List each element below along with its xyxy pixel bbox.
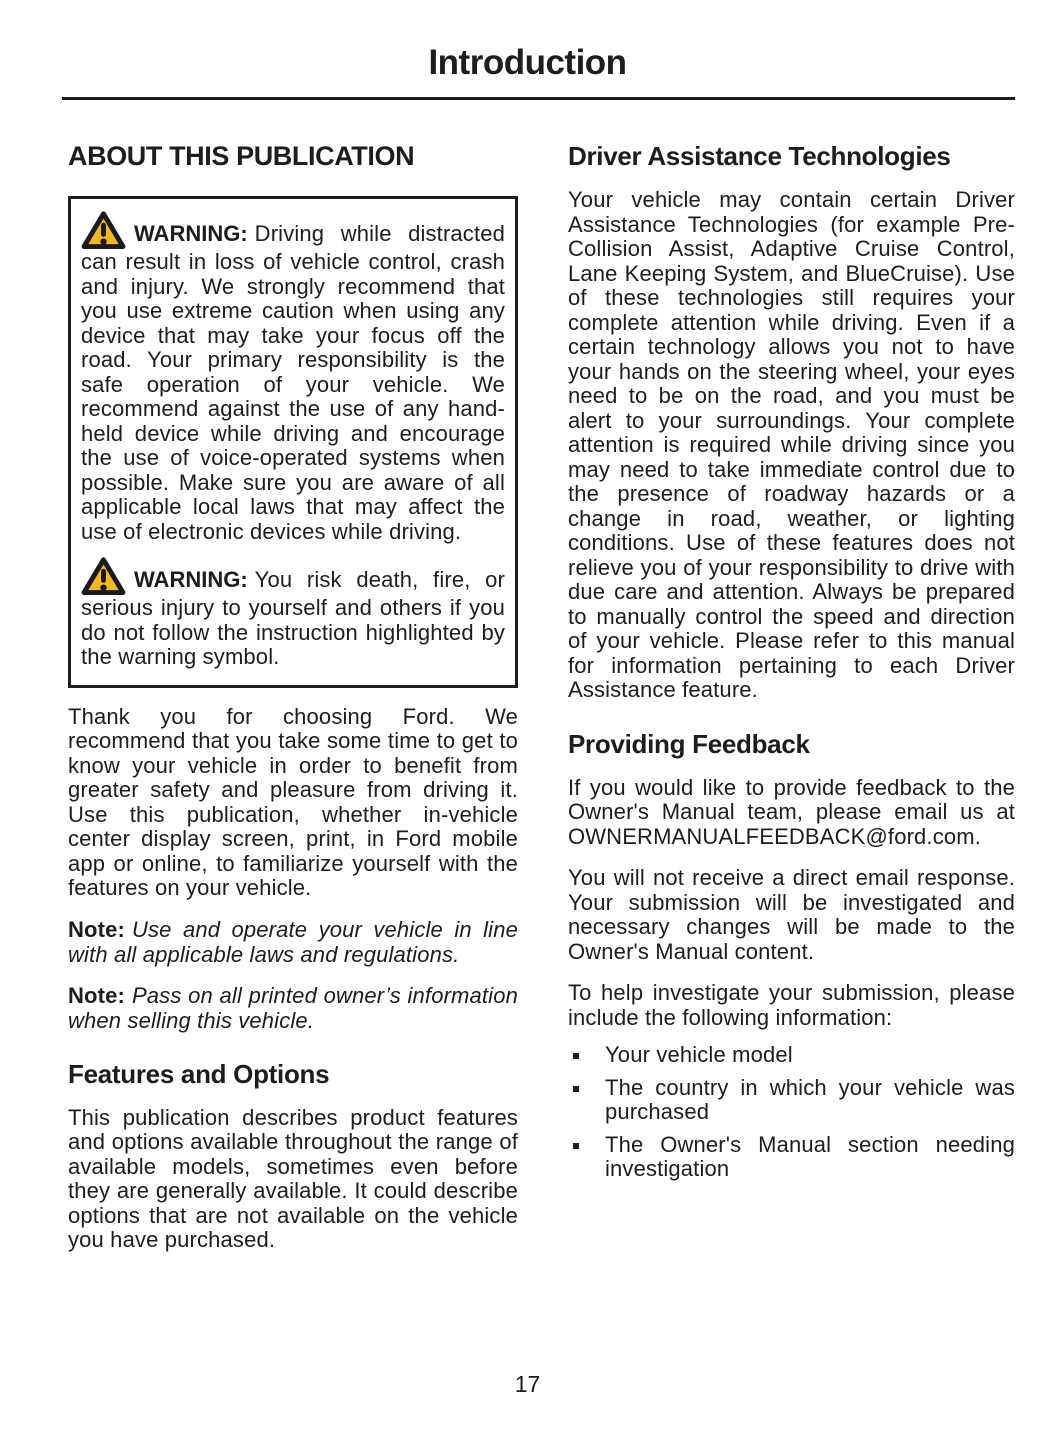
note-text: Pass on all printed owner’s information when selling this vehicle. (68, 982, 518, 1033)
note-label: Note: (68, 982, 125, 1008)
note-paragraph (68, 983, 518, 1033)
warning-text: You risk death, fire, or serious injury to yourself and others if you do not follow the instruction highlighted by the warning symbol. (81, 567, 505, 669)
header-divider (62, 97, 1015, 100)
warning-paragraph (81, 211, 505, 544)
bullet-icon (573, 1143, 579, 1149)
warning-box (68, 196, 518, 688)
bullet-icon (573, 1053, 579, 1059)
note-text: Use and operate your vehicle in line with all applicable laws and regulations. (68, 916, 518, 967)
list-item-text: The country in which your vehicle was purchased (605, 1074, 1015, 1124)
left-column (68, 140, 518, 1253)
list-item (568, 1043, 1015, 1068)
page-title: Introduction (428, 43, 627, 82)
intro-paragraph: Thank you for choosing Ford. We recommend that you take some time to get to know your vehicle in order to benefit from greater safety and pleasure from driving it. Use this publication, whether in-vehicle center display screen, print, in Ford mobile app or online, to familiarize yourself with the features on your vehicle. (68, 703, 518, 900)
right-column (568, 140, 1015, 1253)
providing-feedback-heading: Providing Feedback (568, 728, 810, 759)
warning-text: Driving while distracted can result in loss of vehicle control, crash and injury. We strongly recommend that you use extreme caution when using any device that may take your focus off the road. Your primary responsibility is the safe operation of your vehicle. We recommend against the use of any hand-held device while driving and encourage the use of voice-operated systems when possible. Make sure you are aware of all applicable local laws that may affect the use of electronic devices while driving. (81, 221, 505, 544)
feedback-info-list (568, 1043, 1015, 1182)
feedback-paragraph: You will not receive a direct email response. Your submission will be investigated and necessary changes will be made to the Owner's Manual content. (568, 865, 1015, 964)
content-columns (0, 140, 1055, 1253)
driver-assistance-paragraph: Your vehicle may contain certain Driver Assistance Technologies (for example Pre-Collision Assist, Adaptive Cruise Control, Lane Keeping System, and BlueCruise). Use of these technologies still requires your complete attention while driving. Even if a certain technology allows you not to have your hands on the steering wheel, your eyes need to be on the road, and you must be alert to your surroundings. Your complete attention is required while driving since you may need to take immediate control due to the presence of roadway hazards or a change in road, weather, or lighting conditions. Use of these features does not relieve you of your responsibility to drive with due care and attention. Always be prepared to manually control the speed and direction of your vehicle. Please refer to this manual for information pertaining to each Driver Assistance feature. (568, 187, 1015, 702)
warning-label: WARNING: (134, 221, 248, 246)
driver-assistance-heading: Driver Assistance Technologies (568, 141, 951, 171)
note-paragraph (68, 917, 518, 967)
note-label: Note: (68, 916, 125, 942)
features-and-options-heading: Features and Options (68, 1058, 330, 1089)
about-this-publication-heading: ABOUT THIS PUBLICATION (68, 141, 415, 171)
list-item (568, 1133, 1015, 1182)
features-paragraph: This publication describes product features and options available throughout the range of available models, sometimes even before they are generally available. It could describe options that are not available on the vehicle you have purchased. (68, 1104, 518, 1252)
feedback-paragraph: If you would like to provide feedback to the Owner's Manual team, please email us at OWNERMANUALFEEDBACK@ford.com. (568, 774, 1015, 849)
warning-paragraph (81, 557, 505, 670)
page-number: 17 (514, 1371, 541, 1397)
warning-triangle-icon (81, 211, 126, 250)
list-item-text: Your vehicle model (605, 1042, 793, 1067)
feedback-paragraph: To help investigate your submission, please include the following information: (568, 980, 1015, 1030)
bullet-icon (573, 1086, 579, 1092)
list-item-text: The Owner's Manual section needing investigation (605, 1131, 1015, 1181)
warning-triangle-icon (81, 557, 126, 596)
list-item (568, 1076, 1015, 1125)
warning-label: WARNING: (134, 567, 248, 592)
